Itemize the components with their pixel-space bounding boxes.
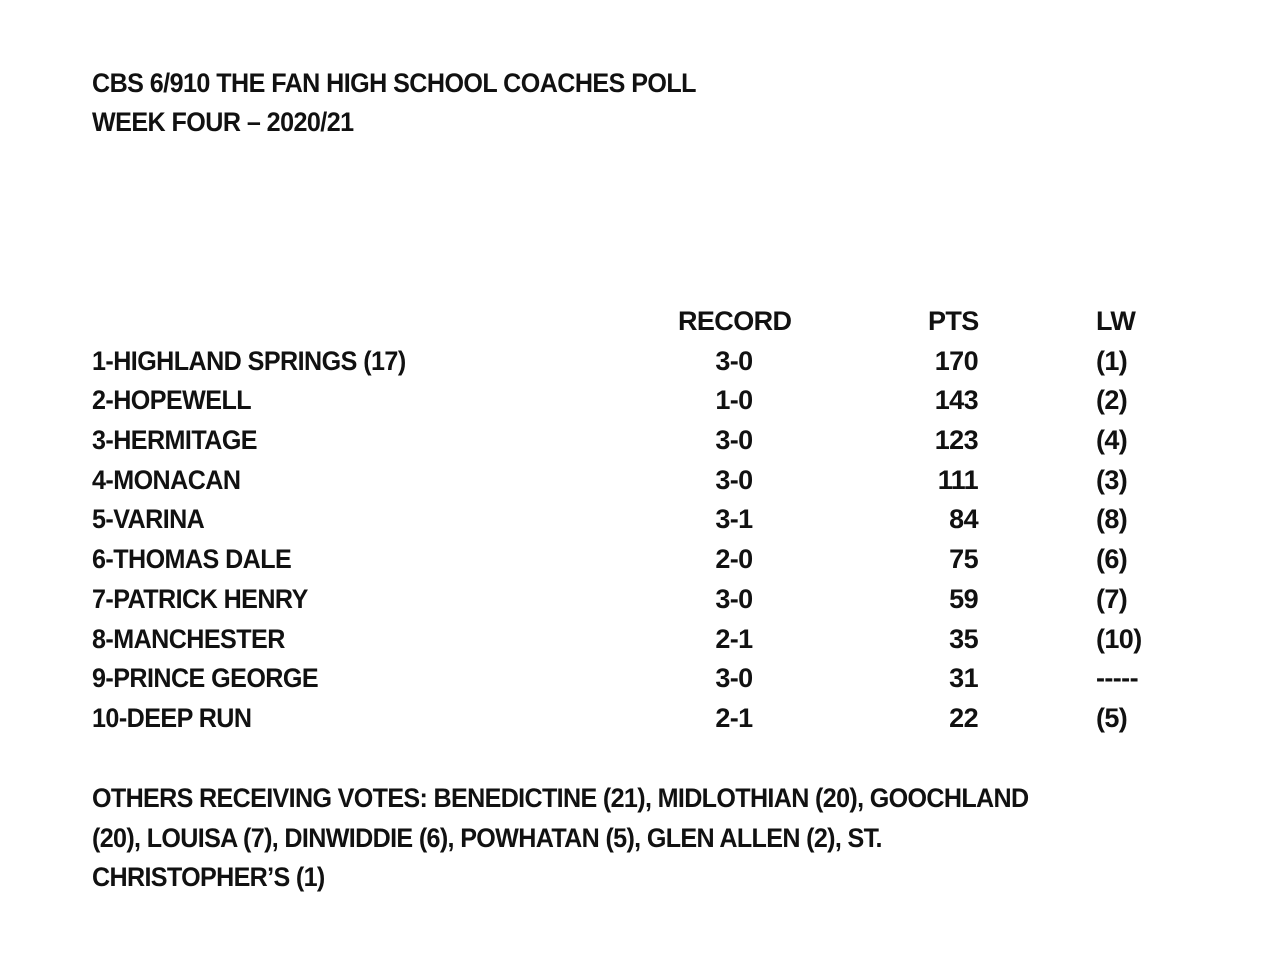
header-record: RECORD [678,306,792,336]
team-record: 3-0 [715,464,753,495]
others-line-2: (20), LOUISA (7), DINWIDDIE (6), POWHATAN (5), GLEN ALLEN (2), ST. [92,822,882,853]
team-points: 75 [949,544,978,575]
team-name: 6-THOMAS DALE [92,544,292,575]
team-points: 35 [949,623,978,654]
team-last-week: (8) [1096,504,1128,535]
team-name: 1-HIGHLAND SPRINGS (17) [92,345,406,376]
table-row [0,620,1280,660]
team-name: 5-VARINA [92,504,205,535]
team-name: 7-PATRICK HENRY [92,583,308,614]
team-points: 31 [949,663,978,694]
others-line-3: CHRISTOPHER’S (1) [92,862,325,892]
table-row [0,540,1280,580]
team-record: 3-0 [715,663,753,694]
table-row [0,342,1280,382]
team-record: 2-0 [715,544,753,575]
team-last-week: (1) [1096,345,1128,376]
team-record: 1-0 [715,385,753,416]
header-lw: LW [1096,306,1136,336]
team-points: 22 [949,702,978,733]
table-row [0,381,1280,421]
team-name: 9-PRINCE GEORGE [92,663,319,694]
table-row [0,699,1280,739]
team-points: 59 [949,583,978,614]
table-row [0,500,1280,540]
team-last-week: ----- [1096,663,1138,694]
team-record: 2-1 [715,623,753,654]
team-record: 3-1 [715,504,753,535]
team-points: 143 [934,385,978,416]
team-record: 3-0 [715,425,753,456]
team-record: 3-0 [715,345,753,376]
team-record: 3-0 [715,583,753,614]
table-row [0,659,1280,699]
poll-title-line-1: CBS 6/910 THE FAN HIGH SCHOOL COACHES POLL [92,68,696,98]
others-line-1: OTHERS RECEIVING VOTES: BENEDICTINE (21), MIDLOTHIAN (20), GOOCHLAND [92,783,1029,813]
poll-title [92,64,696,142]
team-name: 2-HOPEWELL [92,385,252,416]
team-points: 170 [934,345,978,376]
team-points: 84 [949,504,978,535]
table-row [0,421,1280,461]
team-last-week: (6) [1096,544,1128,575]
others-receiving-votes [92,779,1152,898]
team-name: 3-HERMITAGE [92,425,257,456]
poll-title-line-2: WEEK FOUR – 2020/21 [92,107,354,137]
team-points: 111 [937,464,978,495]
team-name: 4-MONACAN [92,464,241,495]
team-name: 8-MANCHESTER [92,623,285,654]
table-header-row [0,302,1280,342]
table-row [0,461,1280,501]
team-last-week: (10) [1096,623,1142,654]
team-last-week: (7) [1096,583,1128,614]
team-points: 123 [934,425,978,456]
header-pts: PTS [928,306,979,336]
rankings-table [0,302,1280,739]
team-record: 2-1 [715,702,753,733]
team-last-week: (5) [1096,702,1128,733]
team-last-week: (2) [1096,385,1128,416]
team-last-week: (3) [1096,464,1128,495]
team-name: 10-DEEP RUN [92,702,252,733]
table-row [0,580,1280,620]
team-last-week: (4) [1096,425,1128,456]
